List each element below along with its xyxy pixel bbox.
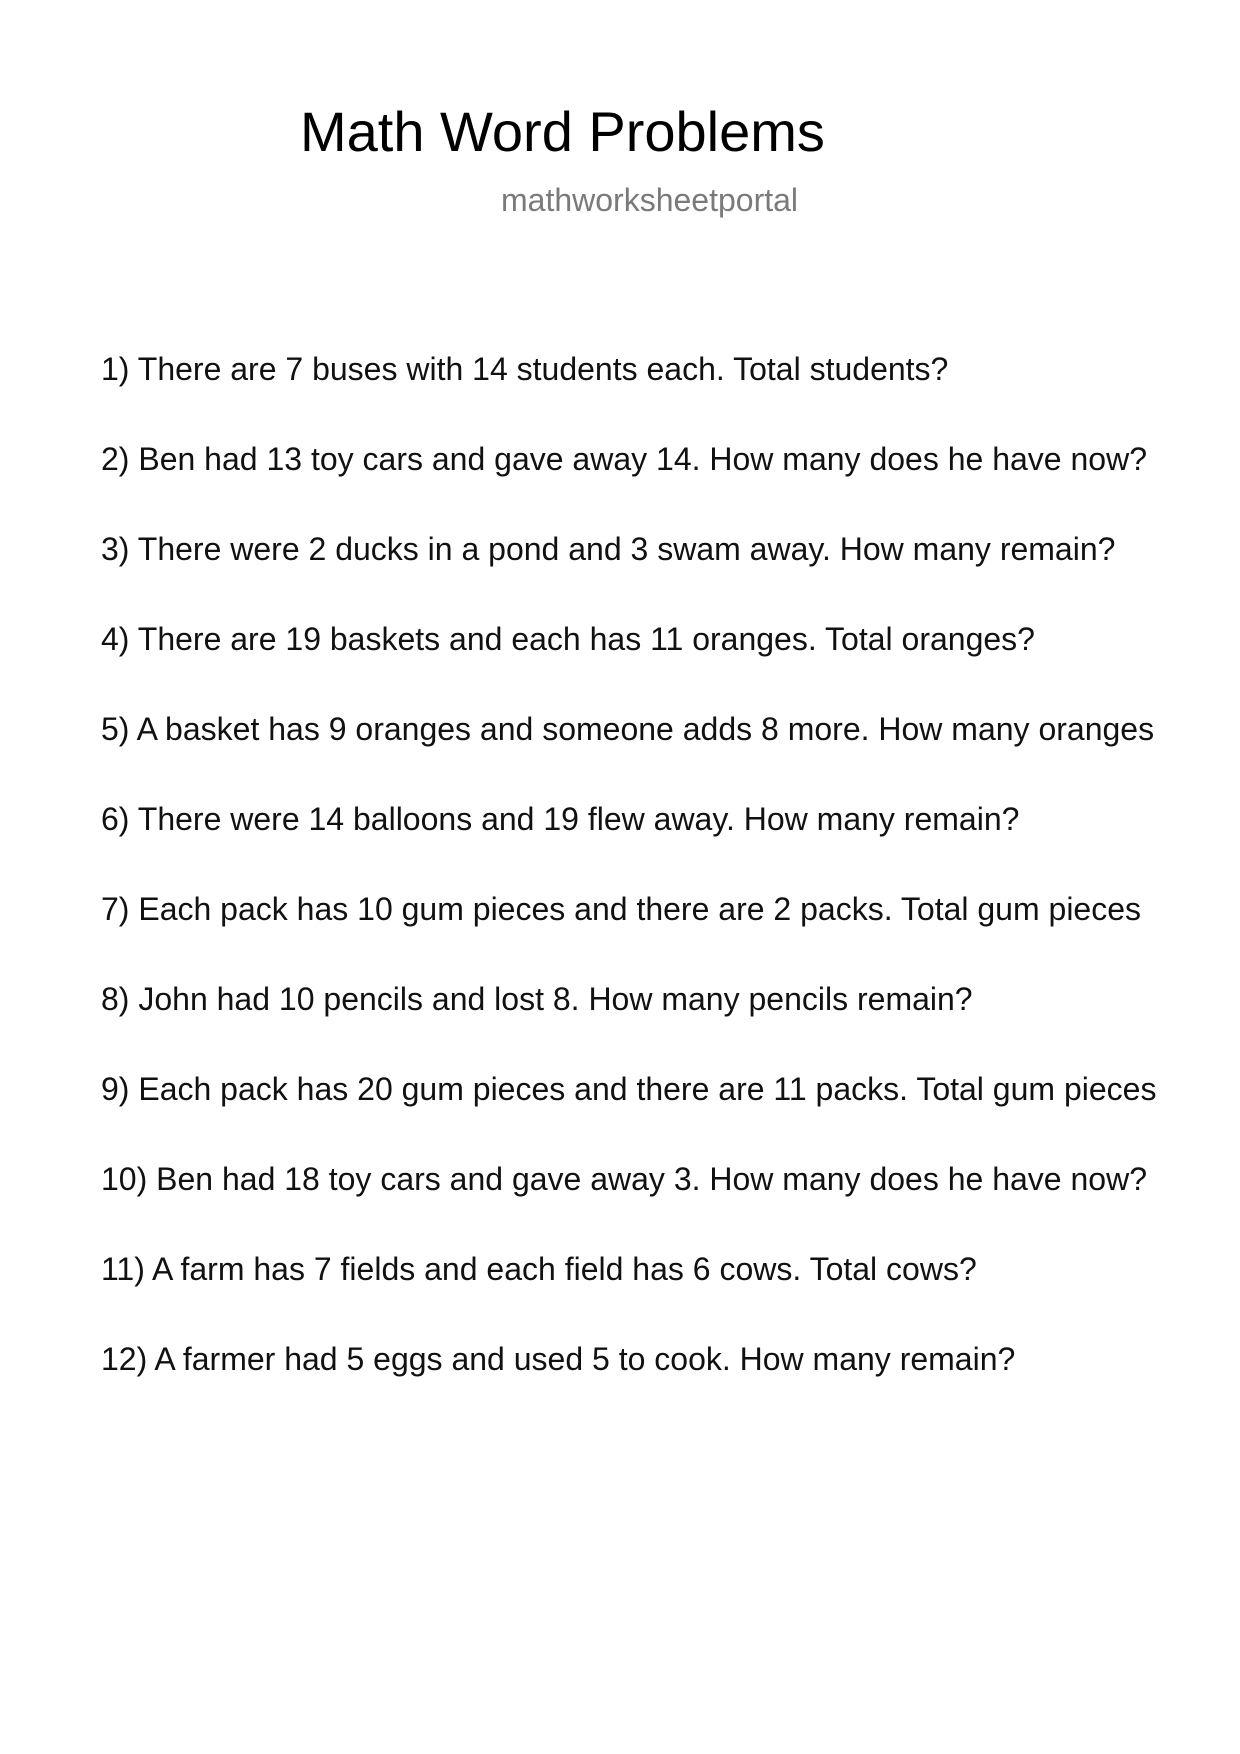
problem-item: 9) Each pack has 20 gum pieces and there are 11 packs. Total gum pieces: [101, 1071, 1157, 1107]
page-subtitle: mathworksheetportal: [501, 182, 799, 218]
problem-item: 8) John had 10 pencils and lost 8. How many pencils remain?: [101, 981, 973, 1017]
page-title: Math Word Problems: [300, 100, 825, 163]
problem-item: 6) There were 14 balloons and 19 flew away. How many remain?: [101, 801, 1020, 837]
problem-item: 7) Each pack has 10 gum pieces and there are 2 packs. Total gum pieces: [101, 891, 1142, 927]
problem-item: 10) Ben had 18 toy cars and gave away 3. How many does he have now?: [101, 1161, 1147, 1197]
problem-item: 3) There were 2 ducks in a pond and 3 swam away. How many remain?: [101, 531, 1116, 567]
problem-item: 4) There are 19 baskets and each has 11 oranges. Total oranges?: [101, 621, 1035, 657]
problem-item: 5) A basket has 9 oranges and someone adds 8 more. How many oranges: [101, 711, 1155, 747]
problem-item: 11) A farm has 7 fields and each field has 6 cows. Total cows?: [101, 1251, 977, 1287]
problem-item: 1) There are 7 buses with 14 students each. Total students?: [101, 351, 949, 387]
problem-item: 2) Ben had 13 toy cars and gave away 14. How many does he have now?: [101, 441, 1147, 477]
problem-list: [101, 345, 1240, 1425]
problem-item: 12) A farmer had 5 eggs and used 5 to cook. How many remain?: [101, 1341, 1016, 1377]
